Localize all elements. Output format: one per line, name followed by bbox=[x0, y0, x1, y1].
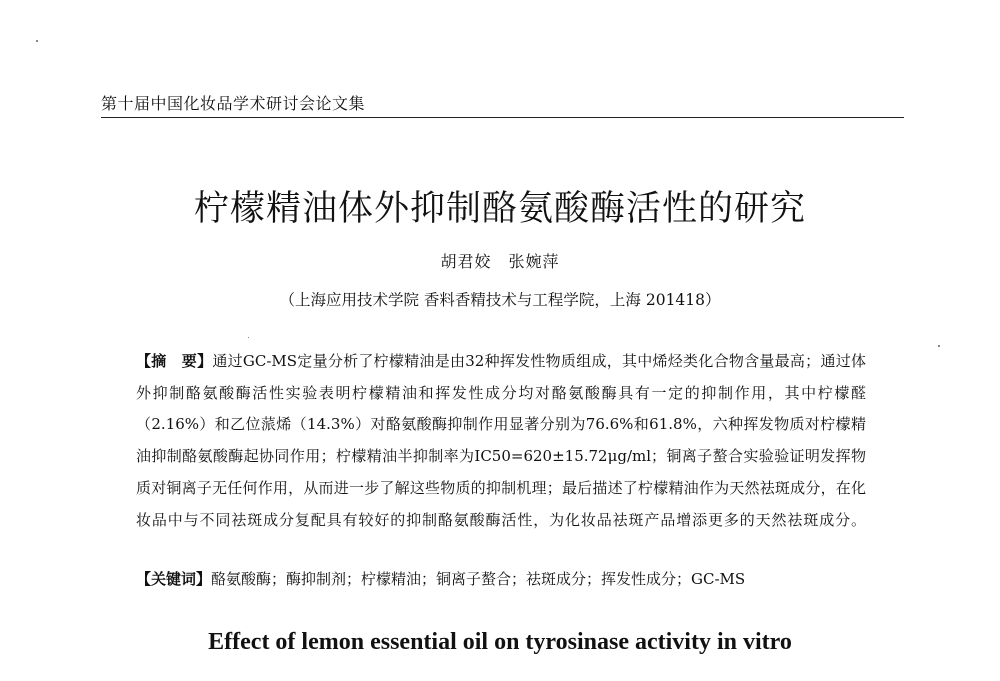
scan-speck bbox=[938, 345, 940, 347]
paper-authors: 胡君姣 张婉萍 bbox=[440, 252, 560, 271]
scan-speck bbox=[36, 40, 38, 42]
keywords-text: 酪氨酸酶；酶抑制剂；柠檬精油；铜离子螯合；祛斑成分；挥发性成分；GC-MS bbox=[211, 570, 746, 588]
abstract-label: 【摘 要】 bbox=[136, 352, 213, 370]
paper-title: 柠檬精油体外抑制酪氨酸酶活性的研究 bbox=[193, 189, 806, 229]
english-title: Effect of lemon essential oil on tyrosinase activity in vitro bbox=[208, 629, 792, 655]
abstract-text: 通过GC-MS定量分析了柠檬精油是由32种挥发性物质组成，其中烯烃类化合物含量最高；通过体外抑制酪氨酸酶活性实验表明柠檬精油和挥发性成分均对酪氨酸酶具有一定的抑制作用，其中柠檬醛（2.16%）和乙位蒎烯（14.3%）对酪氨酸酶抑制作用显著分别为76.6%和61.8%，六种挥发物质对柠檬精油抑制酪氨酸酶起协同作用；柠檬精油半抑制率为IC50=620±15.72μg/ml；铜离子螯合实验验证明发挥物质对铜离子无任何作用，从而进一步了解这些物质的抑制机理；最后描述了柠檬精油作为天然祛斑成分，在化妆品中与不同祛斑成分复配具有较好的抑制酪氨酸酶活性，为化妆品祛斑产品增添更多的天然祛斑成分。 bbox=[136, 352, 866, 529]
scan-speck bbox=[248, 337, 249, 338]
proceedings-header: 第十届中国化妆品学术研讨会论文集 bbox=[101, 94, 366, 113]
abstract-block bbox=[136, 346, 866, 536]
paper-affiliation: （上海应用技术学院 香料香精技术与工程学院，上海 201418） bbox=[279, 291, 721, 309]
keywords-label: 【关键词】 bbox=[136, 570, 212, 588]
keywords-block bbox=[136, 568, 866, 589]
header-rule bbox=[101, 117, 904, 118]
